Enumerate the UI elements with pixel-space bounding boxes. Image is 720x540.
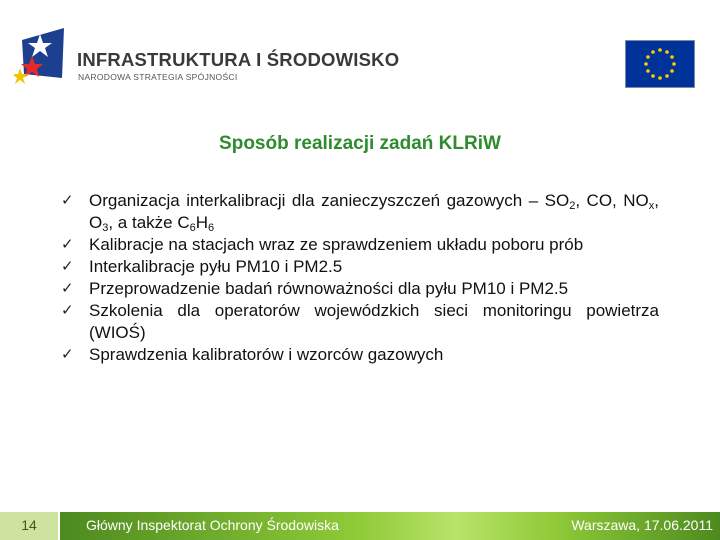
bullet-item (59, 256, 659, 278)
bullet-item (59, 344, 659, 366)
checkmark-icon: ✓ (61, 302, 74, 319)
bullet-item (59, 234, 659, 256)
bullet-text: Szkolenia dla operatorów wojewódzkich sieci monitoringu powietrza (WIOŚ) (89, 301, 659, 342)
bullet-list (59, 190, 659, 366)
footer-date: Warszawa, 17.06.2011 (571, 517, 713, 533)
footer-organization: Główny Inspektorat Ochrony Środowiska (86, 517, 339, 533)
bullet-item (59, 190, 659, 234)
checkmark-icon: ✓ (61, 192, 74, 209)
bullet-text: Sprawdzenia kalibratorów i wzorców gazowych (89, 345, 444, 364)
checkmark-icon: ✓ (61, 236, 74, 253)
page-number: 14 (0, 512, 58, 540)
bullet-item (59, 278, 659, 300)
bullet-text: Interkalibracje pyłu PM10 i PM2.5 (89, 257, 343, 276)
logo-title: INFRASTRUKTURA I ŚRODOWISKO (77, 49, 400, 70)
slide-title: Sposób realizacji zadań KLRiW (219, 133, 501, 154)
bullet-text: Kalibracje na stacjach wraz ze sprawdzeniem układu poboru prób (89, 235, 584, 254)
eu-flag-icon (625, 40, 695, 88)
bullet-text: Organizacja interkalibracji dla zanieczyszczeń gazowych – $SO_2$, CO, $NO_x$, $O_3$, a także $C_6H_6$ (89, 191, 659, 234)
checkmark-icon: ✓ (61, 346, 74, 363)
checkmark-icon: ✓ (61, 258, 74, 275)
nss-star-logo-icon (14, 26, 72, 92)
checkmark-icon: ✓ (61, 280, 74, 297)
footer (0, 512, 720, 540)
bullet-text: Przeprowadzenie badań równoważności dla pyłu PM10 i PM2.5 (89, 279, 569, 298)
bullet-item (59, 300, 659, 344)
logo-subtitle: NARODOWA STRATEGIA SPÓJNOŚCI (78, 72, 238, 82)
